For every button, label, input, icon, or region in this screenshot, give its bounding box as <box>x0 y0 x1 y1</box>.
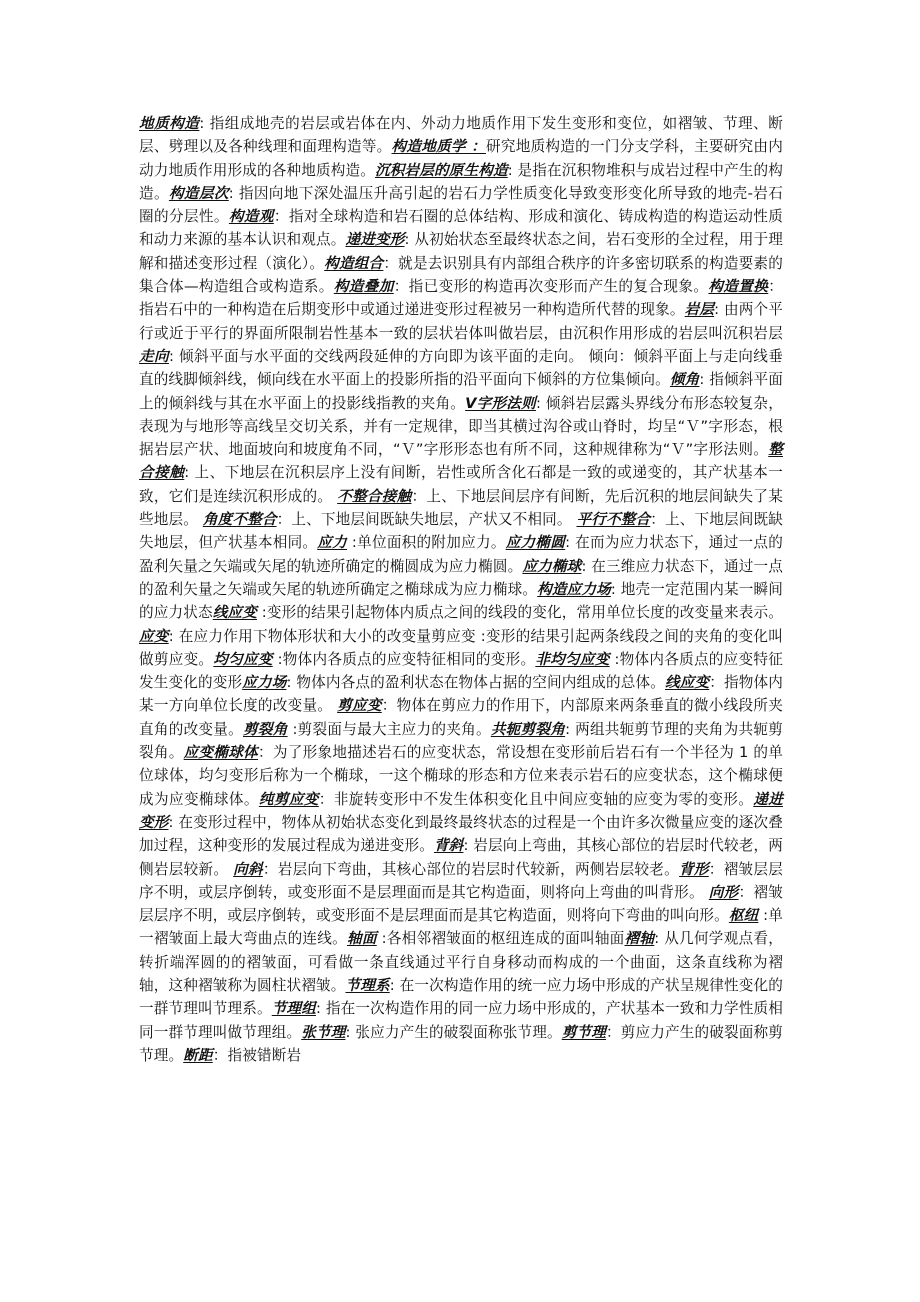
term-definition: : 岩层向上弯曲，其核心部位的岩层时代较老，两侧岩层较新。 <box>139 837 783 878</box>
term-definition: : 在一次构造作用的统一应力场中形成的产状呈规律性变化的一群节理叫节理系。 <box>139 976 783 1018</box>
term-definition: 研究地质构造的一门分支学科，主要研究由内动力地质作用形成的各种地质构造。 <box>139 138 783 179</box>
term-definition: :剪裂面与最大主应力的夹角。 <box>287 720 491 738</box>
term-definition: : 物体内各点的盈利状态在物体占据的空间内组成的总体。 <box>286 674 666 692</box>
term-label: 非均匀应变 <box>535 650 610 668</box>
term-label: 走向 <box>139 347 169 365</box>
term-definition: ：指已变形的构造再次变形而产生的复合现象。 <box>393 278 709 296</box>
term-label: 节理系 <box>345 976 390 994</box>
term-label: 构造层次 <box>168 184 229 202</box>
term-label: 均匀应变 <box>213 650 273 668</box>
term-definition: :单位面积的附加应力。 <box>347 534 506 552</box>
term-label: 背形 <box>679 860 709 878</box>
term-label: 断距 <box>183 1046 213 1064</box>
term-definition: : 在而为应力状态下，通过一点的盈利矢量之矢端或矢尾的轨迹所确定的椭圆成为应力椭圆。 <box>139 534 783 575</box>
term-definition: :物体内各质点的应变特征相同的变形。 <box>272 650 536 668</box>
term-definition: : 是指在沉积物堆积与成岩过程中产生的构造。 <box>139 161 784 202</box>
term-label: 轴面 <box>347 930 377 948</box>
term-definition: :各相邻褶皱面的枢纽连成的面叫轴面 <box>376 930 625 948</box>
term-definition: : 指组成地壳的岩层或岩体在内、外动力地质作用下发生变形和变位，如褶皱、节理、断层、劈理以及各种线理和面理构造等。 <box>139 115 784 156</box>
term-label: 向斜 <box>233 860 263 878</box>
term-label: 剪裂角 <box>243 720 288 738</box>
term-definition: : 地壳一定范围内某一瞬间的应力状态 <box>139 580 783 622</box>
term-label: 应变椭球体 <box>183 744 259 762</box>
term-label: 平行不整合 <box>576 511 651 529</box>
term-label: 背斜 <box>433 837 464 855</box>
term-definition: :单一褶皱面上最大弯曲点的连线。 <box>139 907 783 948</box>
term-definition: : 在变形过程中，物体从初始状态变化到最终最终状态的过程是一个由许多次微量应变的逐次叠加过程，这种变形的发展过程成为递进变形。 <box>139 813 783 855</box>
term-definition: : 指因向地下深处温压升高引起的岩石力学性质变化导致变形变化所导致的地壳-岩石圈的分层性。 <box>139 184 783 226</box>
term-label: 剪应变 <box>337 697 382 715</box>
term-label: 枢纽 <box>728 907 759 925</box>
term-definition: : 指倾斜平面上的倾斜线与其在水平面上的投影线指教的夹角。 <box>139 371 783 412</box>
term-label: 倾角 <box>669 371 700 389</box>
term-definition: ：上、下地层间既缺失地层，产状又不相同。 <box>276 511 577 529</box>
term-definition: : 上、下地层在沉积层序上没有间断，岩性或所含化石都是一致的或递变的，其产状基本一致，它们是连续沉积形成的。 <box>139 464 783 505</box>
term-definition: ：褶皱层层序不明，或层序倒转，或变形面不是层理面而是其它构造面，则将向下弯曲的叫向形。 <box>139 883 783 925</box>
term-definition: : 倾斜平面与水平面的交线两段延伸的方向即为该平面的走向。 倾向：倾斜平面上与走向线垂直的线脚倾斜线，倾向线在水平面上的投影所指的沿平面向下倾斜的方位集倾向。 <box>139 347 783 389</box>
term-definition: : 由两个平行或近于平行的界面所限制岩性基本一致的层状岩体叫做岩层，由沉积作用形成的岩层叫沉积岩层 <box>139 301 783 342</box>
term-label: 共轭剪裂角 <box>490 720 566 738</box>
term-label: 应力场 <box>242 674 287 692</box>
term-definition: ：岩层向下弯曲，其核心部位的岩层时代较新，两侧岩层较老。 <box>262 860 680 878</box>
term-label: 构造观 <box>228 208 274 226</box>
term-definition: : 倾斜岩层露头界线分布形态较复杂，表现为与地形等高线呈交切关系，并有一定规律，即当其横过沟谷或山脊时，均呈“Ｖ”字形态，根据岩层产状、地面坡向和坡度角不同，“Ｖ”字形形态也有所不同，这种规律称为“Ｖ”字形法则。 <box>139 394 783 459</box>
term-label: 构造组合 <box>324 254 384 272</box>
term-definition: ：就是去识别具有内部组合秩序的许多密切联系的构造要素的集合体—构造组合或构造系。 <box>139 254 783 296</box>
term-label: 构造置换 <box>708 278 769 296</box>
term-definition: ：非旋转变形中不发生体积变化且中间应变轴的应变为零的变形。 <box>318 790 754 808</box>
term-label: 张节理 <box>301 1023 346 1041</box>
term-label: 向形 <box>708 883 739 901</box>
term-label: 构造叠加 <box>333 278 394 296</box>
term-label: 递进变形 <box>345 231 405 249</box>
term-definition: : 在三维应力状态下，通过一点的盈利矢量之矢端或矢尾的轨迹所确定之椭球成为应力椭球。 <box>139 557 784 598</box>
term-definition: ：物体在剪应力的作用下，内部原来两条垂直的微小线段所夹直角的改变量。 <box>139 697 783 738</box>
term-definition: ：指被错断岩 <box>212 1046 302 1064</box>
term-definition: : 从初始状态至最终状态之间，岩石变形的全过程，用于理解和描述变形过程（演化）。 <box>139 231 784 272</box>
term-label: 褶轴 <box>624 930 655 948</box>
term-label: 线应变 <box>212 604 257 622</box>
term-label: 岩层 <box>684 301 715 319</box>
term-label: 地质构造 <box>139 115 200 132</box>
term-definition: : 指在一次构造作用的同一应力场中形成的，产状基本一致和力学性质相同一群节理叫做节理组。 <box>139 1000 784 1041</box>
term-definition: ：褶皱层层序不明，或层序倒转，或变形面不是层理面而是其它构造面，则将向上弯曲的叫背形。 <box>139 860 783 901</box>
term-definition: ：指对全球构造和岩石圈的总体结构、形成和演化、铸成构造的构造运动性质和动力来源的基本认识和观点。 <box>139 208 784 249</box>
term-definition: : 从几何学观点看，转折端浑圆的的褶皱面，可看做一条直线通过平行自身移动而构成的一个曲面，这条直线称为褶轴，这种褶皱称为圆柱状褶皱。 <box>139 930 783 994</box>
term-definition: ：剪应力产生的破裂面称剪节理。 <box>139 1023 784 1064</box>
term-definition: :变形的结果引起物体内质点之间的线段的变化，常用单位长度的改变量来表示。 <box>257 604 784 622</box>
term-definition: ：为了形象地描述岩石的应变状态，常设想在变形前后岩石有一个半径为 1 的单位球体，均匀变形后称为一个椭球，一这个椭球的形态和方位来表示岩石的应变状态，这个椭球便成为应变椭球体。 <box>139 744 783 808</box>
term-label: 剪节理 <box>561 1023 607 1041</box>
term-label: 构造地质学 ： <box>391 138 486 156</box>
term-label: 整合接触 <box>139 441 783 482</box>
term-label: 应力 <box>317 534 348 552</box>
term-definition: : 张应力产生的破裂面称张节理。 <box>345 1023 562 1041</box>
term-definition: :物体内各质点的应变特征发生变化的变形 <box>139 650 783 692</box>
term-label: V字形法则 <box>465 394 536 412</box>
term-label: 递进变形 <box>139 790 783 831</box>
term-label: 沉积岩层的原生构造 <box>374 161 508 179</box>
term-definition: ：指岩石中的一种构造在后期变形中或通过递进变形过程被另一种构造所代替的现象。 <box>139 278 784 319</box>
term-definition: : 两组共轭剪节理的夹角为共轭剪裂角。 <box>139 720 783 762</box>
term-label: 不整合接触 <box>337 487 412 505</box>
term-label: 线应变 <box>665 674 710 692</box>
term-label: 应变 <box>139 627 169 645</box>
term-definition: ：上、下地层间层序有间断，先后沉积的地层间缺失了某些地层。 <box>139 487 783 529</box>
term-label: 构造应力场 <box>537 580 611 598</box>
term-label: 纯剪应变 <box>258 790 319 808</box>
term-label: 角度不整合 <box>202 511 277 529</box>
document-body <box>139 112 783 1067</box>
term-definition: ：指物体内某一方向单位长度的改变量。 <box>139 674 783 715</box>
term-label: 应力椭球 <box>522 557 582 575</box>
term-label: 应力椭圆 <box>505 534 566 552</box>
term-definition: ：上、下地层间既缺失地层，但产状基本相同。 <box>139 511 783 552</box>
term-definition: : 在应力作用下物体形状和大小的改变量剪应变 :变形的结果引起两条线段之间的夹角的变化叫做剪应变。 <box>139 627 783 668</box>
term-label: 节理组 <box>271 1000 316 1018</box>
